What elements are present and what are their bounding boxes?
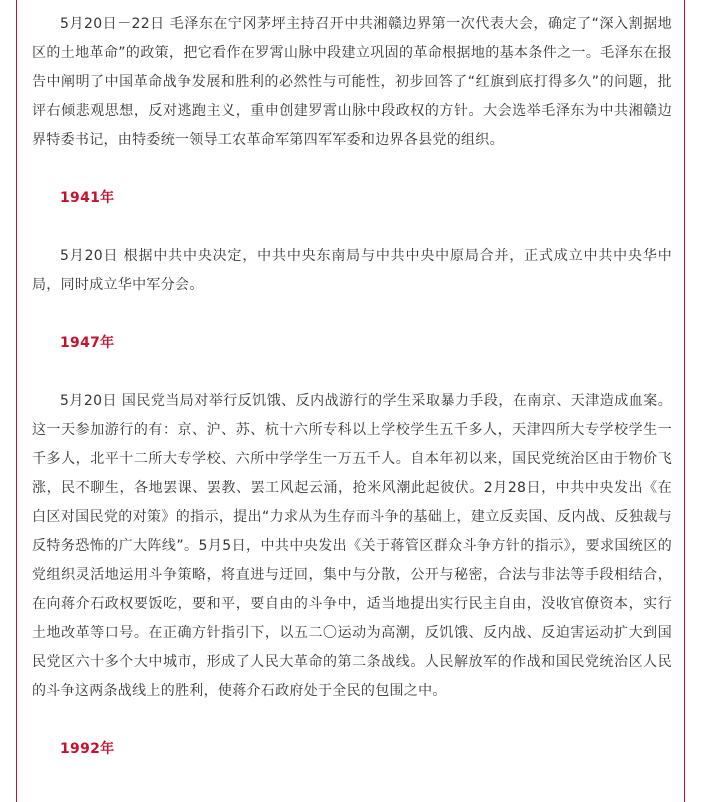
year-heading-1941: 1941年: [60, 190, 115, 206]
spacer: [32, 358, 672, 387]
paragraph-1947-0520: 5月20日 国民党当局对举行反饥饿、反内战游行的学生采取暴力手段，在南京、天津造成血案。这一天参加游行的有：京、沪、苏、杭十六所专科以上学校学生五千多人，天津四所大专学校学生一千多人，北平十二所大专学校、六所中学学生一万五千人。自本年初以来，国民党统治区由于物价飞涨，民不聊生，各地罢课、罢教、罢工风起云涌，抢米风潮此起彼伏。2月28日，中共中央发出《在白区对国民党的对策》的指示，提出“力求从为生存而斗争的基础上，建立反卖国、反内战、反独裁与反特务恐怖的广大阵线”。5月5日，中共中央发出《关于蒋管区群众斗争方针的指示》，要求国统区的党组织灵活地运用斗争策略，将直进与迂回，集中与分散，公开与秘密，合法与非法等手段相结合，在向蒋介石政权要饭吃，要和平，要自由的斗争中，适当地提出实行民主自由，没收官僚资本，实行土地改革等口号。在正确方针指引下，以五二〇运动为高潮，反饥饿、反内战、反迫害运动扩大到国民党区六十多个大中城市，形成了人民大革命的第二条战线。人民解放军的作战和国民党统治区人民的斗争这两条战线上的胜利，使蒋介石政府处于全民的包围之中。: [32, 393, 672, 699]
spacer: [32, 300, 672, 329]
spacer: [32, 213, 672, 242]
article-body: [32, 10, 672, 764]
paragraph-1941-0520: 5月20日 根据中共中央决定，中共中央东南局与中共中央中原局合并，正式成立中共中央华中局，同时成立华中军分会。: [32, 248, 672, 293]
year-heading-1947: 1947年: [60, 335, 115, 351]
spacer: [32, 706, 672, 735]
year-heading-1992: 1992年: [60, 741, 115, 757]
paragraph-1928-0520: 5月20日－22日 毛泽东在宁冈茅坪主持召开中共湘赣边界第一次代表大会，确定了“深入割据地区的土地革命”的政策，把它看作在罗霄山脉中段建立巩固的革命根据地的基本条件之一。毛泽东在报告中阐明了中国革命战争发展和胜利的必然性与可能性，初步回答了“红旗到底打得多久”的问题，批评右倾悲观思想，反对逃跑主义，重申创建罗霄山脉中段政权的方针。大会选举毛泽东为中共湘赣边界特委书记，由特委统一领导工农革命军第四军军委和边界各县党的组织。: [32, 16, 672, 148]
spacer: [32, 155, 672, 184]
